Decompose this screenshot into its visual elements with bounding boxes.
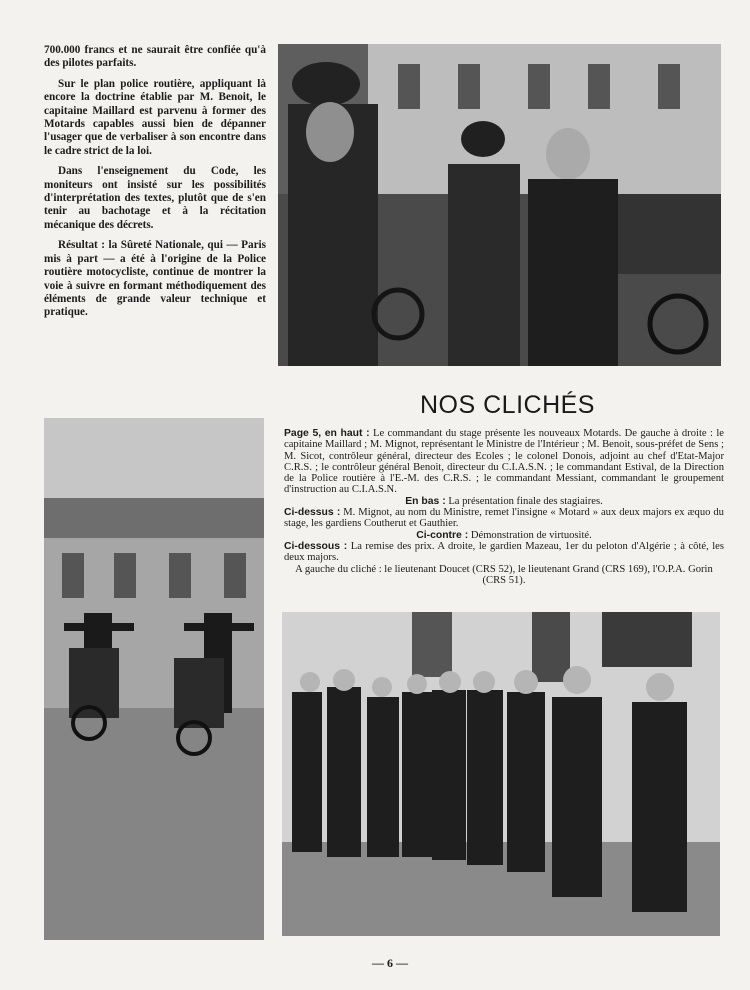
- article-paragraph-1: 700.000 francs et ne saurait être confiée qu'à des pilotes parfaits.: [44, 44, 266, 70]
- caption-page5-top: [284, 428, 724, 496]
- caption-label: Page 5, en haut :: [284, 428, 370, 439]
- photo-prize-ceremony-illustration: [282, 612, 720, 936]
- caption-below: [284, 541, 724, 564]
- photo-insignia-ceremony: [278, 44, 721, 366]
- photo-prize-ceremony: [282, 612, 720, 936]
- caption-text: A gauche du cliché : le lieutenant Doucet (CRS 52), le lieutenant Grand (CRS 169), l'O.P.A. Gorin (CRS 51).: [295, 563, 713, 586]
- caption-above: [284, 507, 724, 530]
- photo-insignia-ceremony-illustration: [278, 44, 721, 366]
- caption-text: Le commandant du stage présente les nouveaux Motards. De gauche à droite : le capitaine Maillard ; M. Mignot, représentant le Ministre de l'Intérieur ; M. Benoit, sous-préfet de Sens ; M. Sicot, contrôleur général, directeur des Ecoles ; le colonel Donois, adjoint au chef d'Etat-Major C.R.S. ; le contrôleur général Benoit, directeur du C.I.A.S.N. ; le commandant Estival, de la Direction de la Police routière à l'E.-M. des C.R.S. ; le commandant Messiant, commandant le groupement d'instruction au C.I.A.S.N.: [284, 428, 724, 496]
- caption-text: La remise des prix. A droite, le gardien Mazeau, 1er du peloton d'Algérie ; à côté, les deux majors.: [284, 540, 725, 564]
- captions-title: NOS CLICHÉS: [420, 391, 595, 419]
- caption-label: Ci-dessus :: [284, 507, 341, 519]
- caption-label: Ci-dessous :: [284, 540, 348, 552]
- caption-label: Ci-contre :: [416, 529, 469, 541]
- page-number: — 6 —: [372, 956, 408, 970]
- article-paragraph-3: Dans l'enseignement du Code, les moniteurs ont insisté sur les possibilités d'interprétation des textes, plutôt que de s'en tenir au bachotage et à la récitation mécanique des décrets.: [44, 165, 266, 231]
- caption-text: La présentation finale des stagiaires.: [448, 495, 603, 507]
- caption-label: En bas :: [405, 495, 446, 507]
- article-paragraph-4: Résultat : la Sûreté Nationale, qui — Paris mis à part — a été à l'origine de la Police routière motocycliste, continue de montrer la voie à suivre en formant méthodiquement des éléments de grande valeur technique et pratique.: [44, 239, 266, 319]
- article-column: [44, 44, 266, 327]
- caption-text: M. Mignot, au nom du Ministre, remet l'insigne « Motard » aux deux majors ex æquo du stage, les gardiens Coutherut et Gauthier.: [284, 507, 724, 530]
- photo-virtuosity-demonstration: [44, 418, 264, 940]
- photo-virtuosity-illustration: [44, 418, 264, 940]
- captions-block: [284, 428, 724, 586]
- caption-text: Démonstration de virtuosité.: [470, 529, 592, 541]
- article-paragraph-2: Sur le plan police routière, appliquant là encore la doctrine établie par M. Benoit, le capitaine Maillard est parvenu à former des Motards capables aussi bien de dépanner l'usager que de verbaliser à son encontre dans le cadre strict de la loi.: [44, 77, 266, 157]
- caption-page5-bottom: [284, 496, 724, 507]
- caption-left-of-photo: [284, 564, 724, 587]
- caption-opposite: [284, 530, 724, 541]
